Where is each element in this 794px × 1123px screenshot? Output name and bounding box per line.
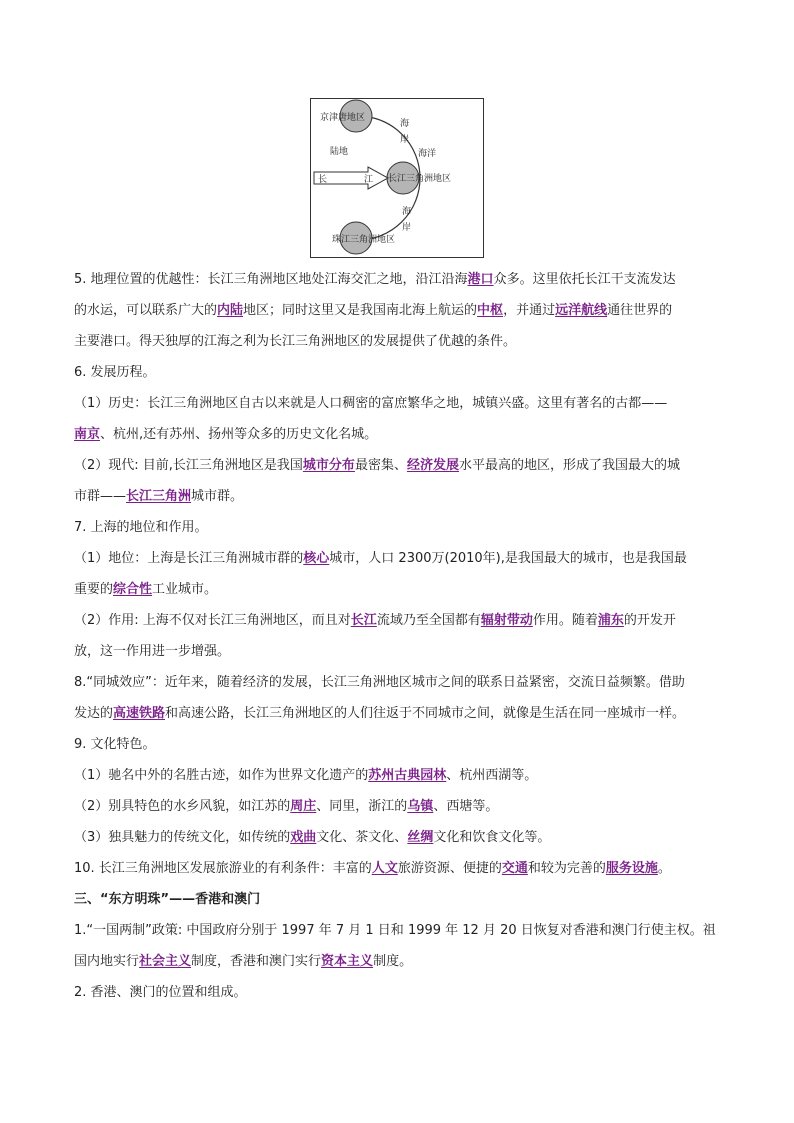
text-span: 重要的 [74,582,114,597]
text-span: （2）别具特色的水乡风貌，如江苏的 [74,799,291,814]
text-span: 9. 文化特色。 [74,737,156,752]
section-heading [74,884,724,915]
label-river-2: 江 [364,175,374,185]
label-coast-top-1: 海 [400,119,410,129]
highlighted-keyword: 戏曲 [290,830,317,845]
highlighted-keyword: 远洋航线 [555,303,608,318]
text-line [74,357,724,388]
text-span: 主要港口。得天独厚的江海之利为长江三角洲地区的发展提供了优越的条件。 [74,334,517,349]
highlighted-keyword: 高速铁路 [113,706,166,721]
text-span: 的水运，可以联系广大的 [74,303,218,318]
text-span: 最密集、 [354,458,407,473]
label-coast-bottom-1: 海 [402,207,412,217]
text-line [74,574,724,605]
highlighted-keyword: 浦东 [597,613,624,628]
text-span: 流域乃至全国都有 [376,613,481,628]
text-line [74,915,724,946]
text-span: 文化、茶文化、 [316,830,408,845]
text-span: 、杭州,还有苏州、扬州等众多的历史文化名城。 [100,427,378,442]
text-span: 、杭州西湖等。 [446,768,538,783]
text-span: 发达的 [74,706,114,721]
text-span: 6. 发展历程。 [74,365,156,380]
text-line [74,419,724,450]
text-line [74,450,724,481]
text-span: （1）历史：长江三角洲地区自古以来就是人口稠密的富庶繁华之地，城镇兴盛。这里有著名的古都—— [74,396,668,411]
text-span: 旅游资源、便捷的 [397,861,502,876]
highlighted-keyword: 辐射带动 [480,613,533,628]
highlighted-keyword: 周庄 [290,799,317,814]
highlighted-keyword: 综合性 [113,582,153,597]
highlighted-keyword: 服务设施 [605,861,658,876]
label-ocean: 海洋 [418,149,437,159]
text-span: 的开发开 [623,613,676,628]
highlighted-keyword: 港口 [467,272,494,287]
highlighted-keyword: 资本主义 [321,954,374,969]
text-span: 国内地实行 [74,954,140,969]
highlighted-keyword: 中枢 [477,303,504,318]
highlighted-keyword: 南京 [74,427,101,442]
highlighted-keyword: 丝绸 [407,830,434,845]
text-line [74,388,724,419]
text-line [74,667,724,698]
location-diagram [310,98,484,258]
text-line [74,605,724,636]
document-body [74,264,724,1008]
text-span: 众多。这里依托长江干支流发达 [493,272,676,287]
text-line [74,977,724,1008]
highlighted-keyword: 交通 [501,861,528,876]
highlighted-keyword: 人文 [371,861,398,876]
text-span: 、西塘等。 [433,799,499,814]
text-line [74,729,724,760]
text-span: 1.“一国两制”政策: 中国政府分别于 1997 年 7 月 1 日和 1999 年 12 月 20 日恢复对香港和澳门行使主权。祖 [74,923,716,938]
label-river-1: 长 [318,175,328,185]
text-span: 城市群。 [191,489,244,504]
text-span: 城市，人口 2300万(2010年),是我国最大的城市，也是我国最 [329,551,687,566]
text-span: 和高速公路，长江三角洲地区的人们往返于不同城市之间，就像是生活在同一座城市一样。 [165,706,686,721]
text-span: （2）作用: 上海不仅对长江三角洲地区，而且对 [74,613,351,628]
text-span: 10. 长江三角洲地区发展旅游业的有利条件：丰富的 [74,861,372,876]
label-jingjintang: 京津唐地区 [320,113,366,123]
text-span: 三、“东方明珠”——香港和澳门 [74,892,261,907]
highlighted-keyword: 长江三角洲 [126,489,192,504]
text-span: （1）驰名中外的名胜古迹，如作为世界文化遗产的 [74,768,369,783]
text-span: 制度。 [373,954,413,969]
text-span: 作用。随着 [532,613,598,628]
highlighted-keyword: 苏州古典园林 [368,768,447,783]
highlighted-keyword: 社会主义 [139,954,192,969]
text-line [74,946,724,977]
highlighted-keyword: 经济发展 [406,458,459,473]
text-span: 2. 香港、澳门的位置和组成。 [74,985,247,1000]
text-line [74,636,724,667]
text-span: 工业城市。 [152,582,218,597]
text-line [74,295,724,326]
highlighted-keyword: 城市分布 [302,458,355,473]
text-span: 制度，香港和澳门实行 [191,954,322,969]
label-yangtze-delta: 长江三角洲地区 [388,174,452,184]
text-line [74,264,724,295]
text-span: 通往世界的 [607,303,673,318]
text-line [74,698,724,729]
label-pearl-delta: 珠江三角洲地区 [332,235,396,245]
text-span: 地区；同时这里又是我国南北海上航运的 [243,303,478,318]
delta-location-svg [310,98,484,258]
text-span: （3）独具魅力的传统文化，如传统的 [74,830,291,845]
text-span: 文化和饮食文化等。 [433,830,551,845]
text-span: （1）地位：上海是长江三角洲城市群的 [74,551,304,566]
text-line [74,543,724,574]
highlighted-keyword: 长江 [350,613,377,628]
highlighted-keyword: 核心 [303,551,330,566]
text-span: 和较为完善的 [527,861,606,876]
text-span: 水平最高的地区，形成了我国最大的城 [458,458,680,473]
highlighted-keyword: 乌镇 [407,799,434,814]
text-line [74,326,724,357]
label-coast-bottom-2: 岸 [402,223,412,233]
text-line [74,512,724,543]
text-line [74,853,724,884]
label-land: 陆地 [330,147,349,157]
text-span: 5. 地理位置的优越性：长江三角洲地区地处江海交汇之地，沿江沿海 [74,272,468,287]
label-coast-top-2: 岸 [400,135,410,145]
text-line [74,760,724,791]
text-line [74,822,724,853]
highlighted-keyword: 内陆 [217,303,244,318]
text-span: （2）现代: 目前,长江三角洲地区是我国 [74,458,303,473]
text-line [74,481,724,512]
text-span: ，并通过 [503,303,556,318]
text-span: 市群—— [74,489,127,504]
text-line [74,791,724,822]
text-span: 、同里，浙江的 [316,799,408,814]
text-span: 。 [657,861,671,876]
text-span: 放，这一作用进一步增强。 [74,644,231,659]
text-span: 8.“同城效应”：近年来，随着经济的发展，长江三角洲地区城市之间的联系日益紧密，交流日益频繁。借助 [74,675,685,690]
text-span: 7. 上海的地位和作用。 [74,520,208,535]
